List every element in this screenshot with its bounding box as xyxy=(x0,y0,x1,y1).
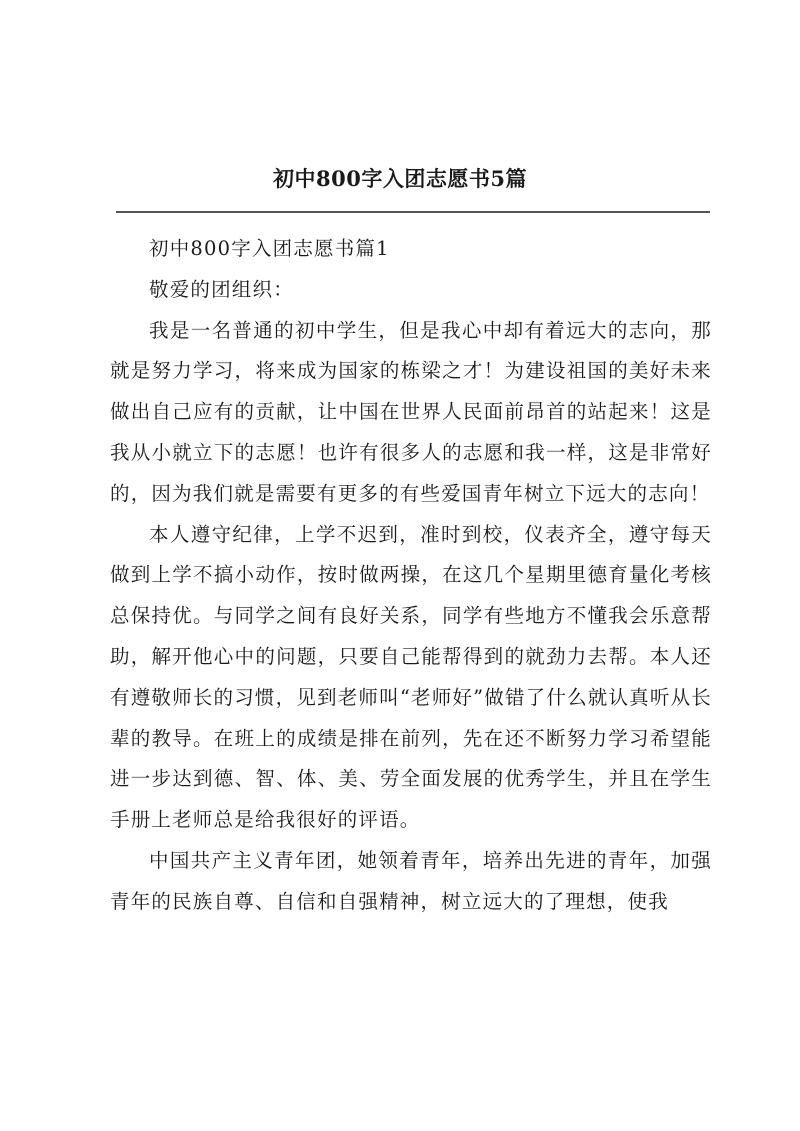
body-paragraph-3: 中国共产主义青年团，她领着青年，培养出先进的青年，加强青年的民族自尊、自信和自强精神，树立远大的了理想，使我 xyxy=(110,848,712,913)
body-paragraph-1: 我是一名普通的初中学生，但是我心中却有着远大的志向，那就是努力学习，将来成为国家的栋梁之才！为建设祖国的美好未来做出自己应有的贡献，让中国在世界人民面前昂首的站起来！这是我从小就立下的志愿！也许有很多人的志愿和我一样，这是非常好的，因为我们就是需要有更多的有些爱国青年树立下远大的志向！ xyxy=(110,318,712,505)
salutation: 敬爱的团组织： xyxy=(149,277,294,301)
title-divider xyxy=(116,211,710,213)
body-paragraph-2: 本人遵守纪律，上学不迟到，准时到校，仪表齐全，遵守每天做到上学不搞小动作，按时做两操，在这几个星期里德育量化考核总保持优。与同学之间有良好关系，同学有些地方不懂我会乐意帮助，解开他心中的问题，只要自己能帮得到的就劲力去帮。本人还有遵敬师长的习惯，见到老师叫“老师好”做错了什么就认真听从长辈的教导。在班上的成绩是排在前列，先在还不断努力学习希望能进一步达到德、智、体、美、劳全面发展的优秀学生，并且在学生手册上老师总是给我很好的评语。 xyxy=(110,522,712,832)
document-body xyxy=(110,229,712,923)
document-title: 初中800字入团志愿书5篇 xyxy=(273,166,527,191)
section-heading: 初中800字入团志愿书篇1 xyxy=(149,237,390,260)
